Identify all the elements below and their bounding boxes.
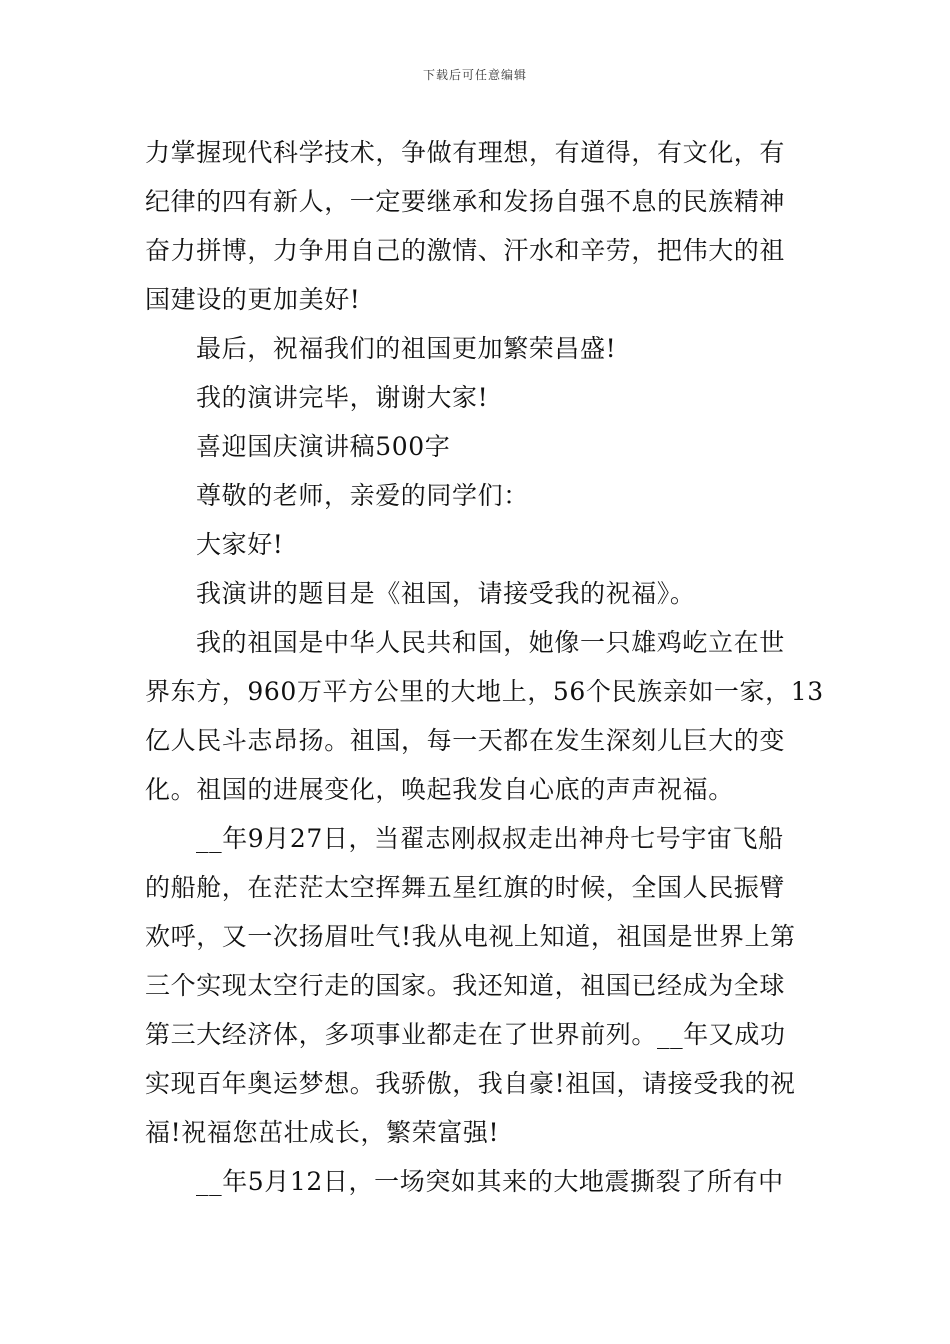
text-line: 国建设的更加美好! xyxy=(145,285,361,314)
text-line: 欢呼，又一次扬眉吐气!我从电视上知道，祖国是世界上第 xyxy=(145,922,796,951)
text-line: 我演讲的题目是《祖国，请接受我的祝福》。 xyxy=(196,579,696,608)
text-line: __年9月27日，当翟志刚叔叔走出神舟七号宇宙飞船 xyxy=(196,824,784,853)
text-line: 亿人民斗志昂扬。祖国，每一天都在发生深刻儿巨大的变 xyxy=(145,726,786,755)
text-line: 奋力拼博，力争用自己的激情、汗水和辛劳，把伟大的祖 xyxy=(145,236,786,265)
document-body xyxy=(145,128,824,1206)
text-line: 纪律的四有新人，一定要继承和发扬自强不息的民族精神 xyxy=(145,187,786,216)
text-line: 三个实现太空行走的国家。我还知道，祖国已经成为全球 xyxy=(145,971,786,1000)
text-line: 界东方，960万平方公里的大地上，56个民族亲如一家，13 xyxy=(145,677,824,706)
text-line: 最后，祝福我们的祖国更加繁荣昌盛! xyxy=(196,334,617,363)
text-line: 力掌握现代科学技术，争做有理想，有道得，有文化，有 xyxy=(145,138,786,167)
text-line: 的船舱，在茫茫太空挥舞五星红旗的时候，全国人民振臂 xyxy=(145,873,786,902)
salutation: 尊敬的老师，亲爱的同学们： xyxy=(196,481,529,510)
section-title: 喜迎国庆演讲稿500字 xyxy=(196,432,451,461)
page-header-note: 下载后可任意编辑 xyxy=(422,68,527,82)
greeting: 大家好! xyxy=(196,530,284,559)
text-line: 福!祝福您茁壮成长，繁荣富强! xyxy=(145,1118,500,1147)
text-line: 我的演讲完毕，谢谢大家! xyxy=(196,383,489,412)
text-line: 第三大经济体，多项事业都走在了世界前列。__年又成功 xyxy=(145,1020,786,1049)
text-line: __年5月12日，一场突如其来的大地震撕裂了所有中 xyxy=(196,1167,784,1196)
text-line: 化。祖国的进展变化，唤起我发自心底的声声祝福。 xyxy=(145,775,734,804)
text-line: 实现百年奥运梦想。我骄傲，我自豪!祖国，请接受我的祝 xyxy=(145,1069,796,1098)
text-line: 我的祖国是中华人民共和国，她像一只雄鸡屹立在世 xyxy=(196,628,785,657)
